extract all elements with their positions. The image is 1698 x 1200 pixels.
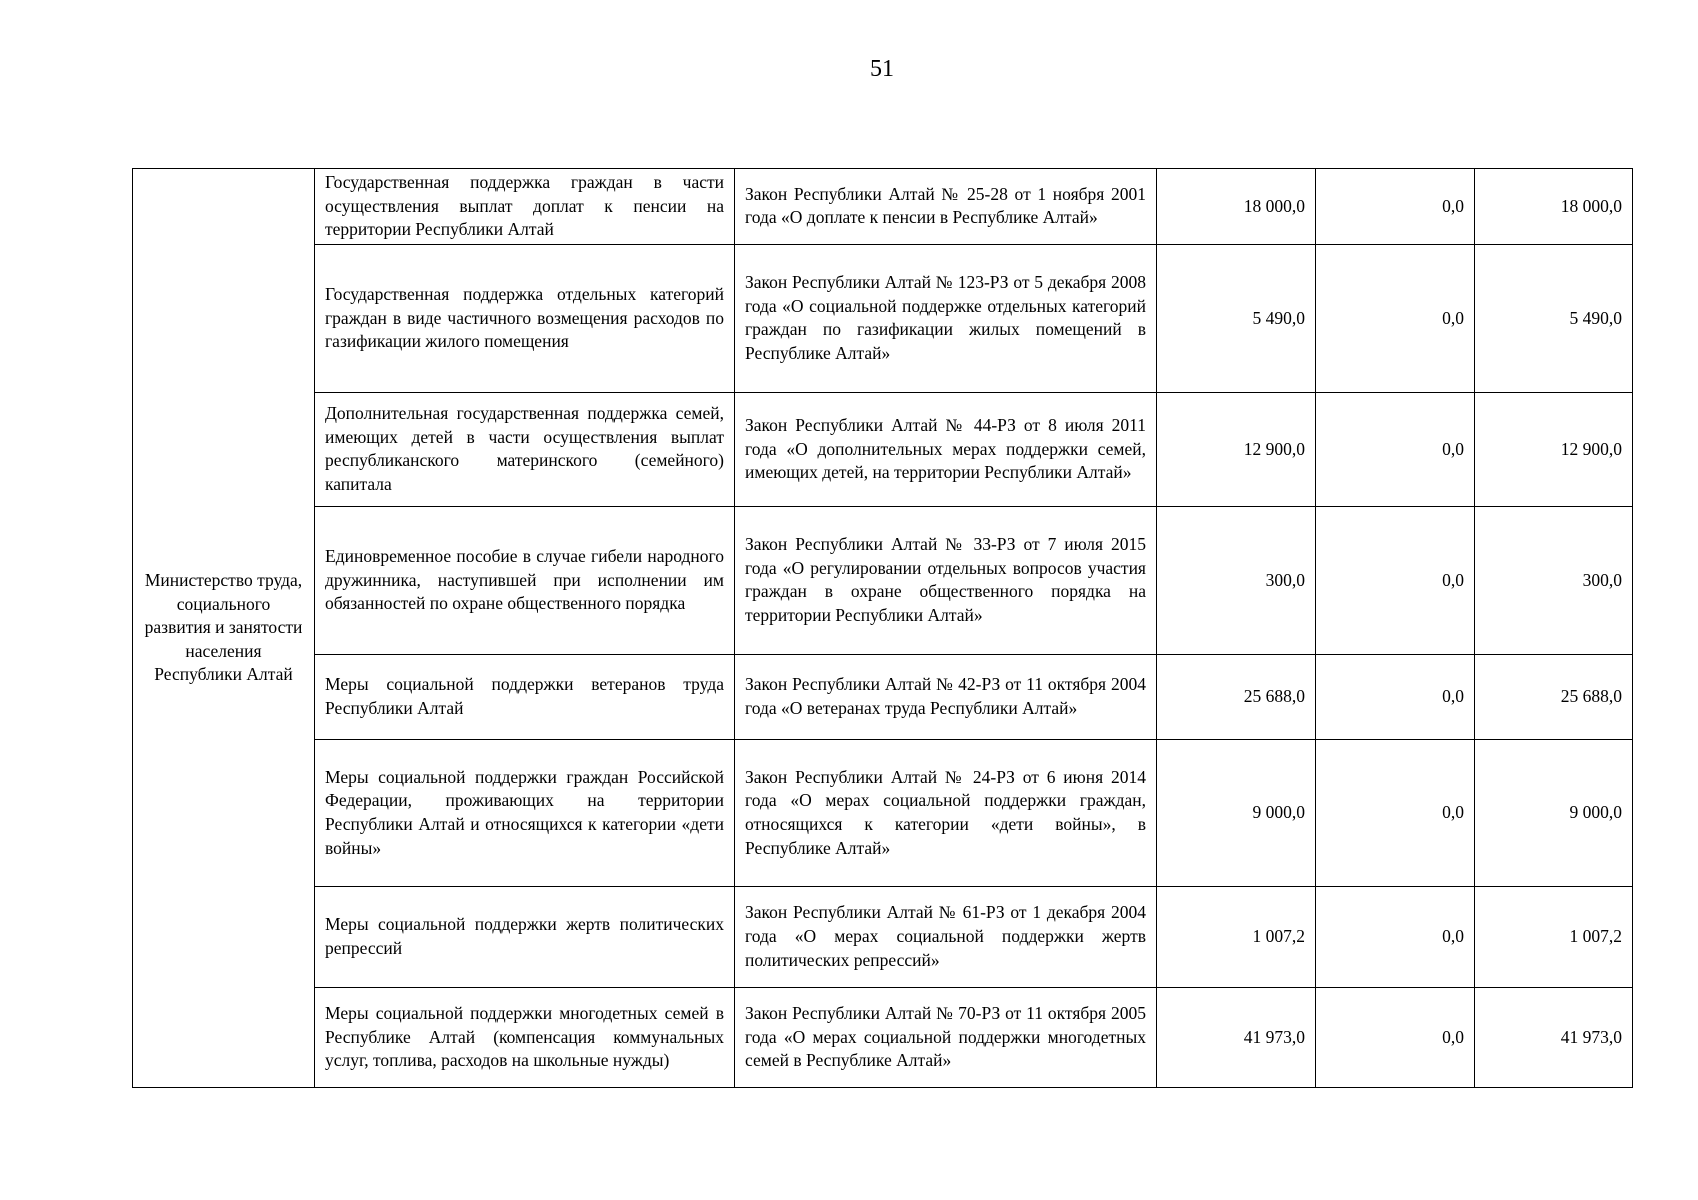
amount-cell: 300,0 bbox=[1157, 506, 1316, 654]
amount-cell: 12 900,0 bbox=[1157, 392, 1316, 506]
table-row bbox=[133, 392, 1633, 506]
law-cell: Закон Республики Алтай № 33-РЗ от 7 июля 2015 года «О регулировании отдельных вопросов участия граждан в охране общественного порядка на территории Республики Алтай» bbox=[735, 506, 1157, 654]
table-row bbox=[133, 244, 1633, 392]
page-number: 51 bbox=[870, 56, 894, 82]
amount-cell: 0,0 bbox=[1316, 739, 1475, 886]
amount-cell: 25 688,0 bbox=[1475, 654, 1633, 739]
amount-cell: 25 688,0 bbox=[1157, 654, 1316, 739]
measure-cell: Меры социальной поддержки ветеранов труда Республики Алтай bbox=[315, 654, 735, 739]
amount-cell: 300,0 bbox=[1475, 506, 1633, 654]
law-cell: Закон Республики Алтай № 123-РЗ от 5 декабря 2008 года «О социальной поддержке отдельных категорий граждан по газификации жилых помещений в Республике Алтай» bbox=[735, 244, 1157, 392]
budget-table bbox=[132, 168, 1633, 1088]
law-cell: Закон Республики Алтай № 25-28 от 1 ноября 2001 года «О доплате к пенсии в Республике Алтай» bbox=[735, 169, 1157, 245]
measure-cell: Меры социальной поддержки многодетных семей в Республике Алтай (компенсация коммунальных услуг, топлива, расходов на школьные нужды) bbox=[315, 987, 735, 1087]
ministry-cell: Министерство труда, социального развития и занятости населения Республики Алтай bbox=[133, 169, 315, 1088]
measure-cell: Меры социальной поддержки граждан Российской Федерации, проживающих на территории Республики Алтай и относящихся к категории «дети войны» bbox=[315, 739, 735, 886]
amount-cell: 0,0 bbox=[1316, 654, 1475, 739]
measure-cell: Государственная поддержка граждан в части осуществления выплат доплат к пенсии на территории Республики Алтай bbox=[315, 169, 735, 245]
law-cell: Закон Республики Алтай № 42-РЗ от 11 октября 2004 года «О ветеранах труда Республики Алтай» bbox=[735, 654, 1157, 739]
amount-cell: 0,0 bbox=[1316, 392, 1475, 506]
amount-cell: 0,0 bbox=[1316, 886, 1475, 987]
table-row bbox=[133, 739, 1633, 886]
law-cell: Закон Республики Алтай № 70-РЗ от 11 октября 2005 года «О мерах социальной поддержки многодетных семей в Республике Алтай» bbox=[735, 987, 1157, 1087]
amount-cell: 41 973,0 bbox=[1157, 987, 1316, 1087]
amount-cell: 0,0 bbox=[1316, 169, 1475, 245]
amount-cell: 1 007,2 bbox=[1475, 886, 1633, 987]
amount-cell: 9 000,0 bbox=[1475, 739, 1633, 886]
amount-cell: 41 973,0 bbox=[1475, 987, 1633, 1087]
table-row bbox=[133, 654, 1633, 739]
law-cell: Закон Республики Алтай № 44-РЗ от 8 июля 2011 года «О дополнительных мерах поддержки семей, имеющих детей, на территории Республики Алтай» bbox=[735, 392, 1157, 506]
table-row bbox=[133, 506, 1633, 654]
amount-cell: 5 490,0 bbox=[1157, 244, 1316, 392]
amount-cell: 12 900,0 bbox=[1475, 392, 1633, 506]
amount-cell: 18 000,0 bbox=[1157, 169, 1316, 245]
amount-cell: 18 000,0 bbox=[1475, 169, 1633, 245]
amount-cell: 1 007,2 bbox=[1157, 886, 1316, 987]
table-row bbox=[133, 169, 1633, 245]
table-row bbox=[133, 886, 1633, 987]
measure-cell: Меры социальной поддержки жертв политических репрессий bbox=[315, 886, 735, 987]
law-cell: Закон Республики Алтай № 61-РЗ от 1 декабря 2004 года «О мерах социальной поддержки жертв политических репрессий» bbox=[735, 886, 1157, 987]
amount-cell: 0,0 bbox=[1316, 244, 1475, 392]
amount-cell: 0,0 bbox=[1316, 506, 1475, 654]
law-cell: Закон Республики Алтай № 24-РЗ от 6 июня 2014 года «О мерах социальной поддержки граждан, относящихся к категории «дети войны», в Республике Алтай» bbox=[735, 739, 1157, 886]
measure-cell: Единовременное пособие в случае гибели народного дружинника, наступившей при исполнении им обязанностей по охране общественного порядка bbox=[315, 506, 735, 654]
amount-cell: 0,0 bbox=[1316, 987, 1475, 1087]
amount-cell: 5 490,0 bbox=[1475, 244, 1633, 392]
amount-cell: 9 000,0 bbox=[1157, 739, 1316, 886]
measure-cell: Государственная поддержка отдельных категорий граждан в виде частичного возмещения расходов по газификации жилого помещения bbox=[315, 244, 735, 392]
measure-cell: Дополнительная государственная поддержка семей, имеющих детей в части осуществления выплат республиканского материнского (семейного) капитала bbox=[315, 392, 735, 506]
table-row bbox=[133, 987, 1633, 1087]
